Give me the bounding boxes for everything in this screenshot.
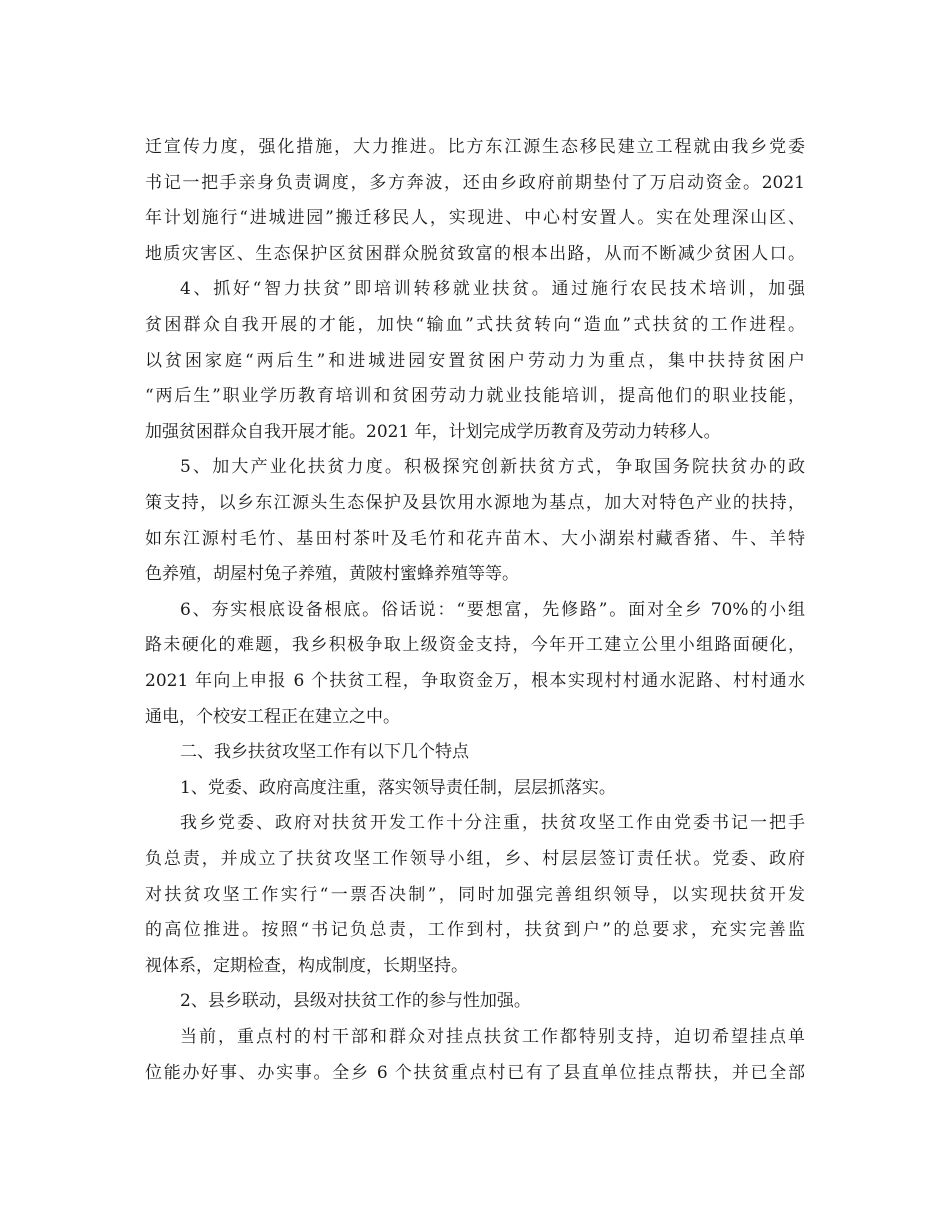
text-line: 策支持，以乡东江源头生态保护及县饮用水源地为基点，加大对特色产业的扶持，	[145, 493, 805, 513]
text-line: 1、党委、政府高度注重，落实领导责任制，层层抓落实。	[180, 777, 616, 798]
text-line: 书记一把手亲身负责调度，多方奔波，还由乡政府前期垫付了万启动资金。2021	[145, 172, 805, 193]
text-line: 4、抓好“智力扶贫”即培训转移就业扶贫。通过施行农民技术培训，加强	[180, 279, 805, 300]
text-line: 视体系，定期检查，构成制度，长期坚持。	[145, 955, 468, 976]
text-line: 二、我乡扶贫攻坚工作有以下几个特点	[180, 742, 469, 763]
text-line: 我乡党委、政府对扶贫开发工作十分注重，扶贫攻坚工作由党委书记一把手	[180, 813, 805, 834]
text-line: 加强贫困群众自我开展才能。2021 年，计划完成学历教育及劳动力转移人。	[145, 421, 721, 442]
text-line: 2021 年向上申报 6 个扶贫工程，争取资金万，根本实现村村通水泥路、村村通水	[145, 671, 805, 691]
text-line: 色养殖，胡屋村兔子养殖，黄陂村蜜蜂养殖等等。	[145, 564, 519, 585]
text-line: 对扶贫攻坚工作实行“一票否决制”，同时加强完善组织领导，以实现扶贫开发	[145, 884, 805, 905]
text-line: 以贫困家庭“两后生”和进城进园安置贫困户劳动力为重点，集中扶持贫困户	[145, 350, 805, 371]
text-line: 5、加大产业化扶贫力度。积极探究创新扶贫方式，争取国务院扶贫办的政	[180, 457, 805, 478]
text-line: 年计划施行“进城进园”搬迁移民人，实现进、中心村安置人。实在处理深山区、	[145, 208, 805, 229]
text-line: 当前，重点村的村干部和群众对挂点扶贫工作都特别支持，迫切希望挂点单	[180, 1027, 805, 1047]
text-line: 6、夯实根底设备根底。俗话说：“要想富，先修路”。面对全乡 70%的小组	[180, 599, 805, 620]
text-line: “两后生”职业学历教育培训和贫困劳动力就业技能培训，提高他们的职业技能，	[145, 386, 805, 407]
text-line: 贫困群众自我开展的才能，加快“输血”式扶贫转向“造血”式扶贫的工作进程。	[145, 315, 805, 335]
text-line: 通电，个校安工程正在建立之中。	[145, 706, 400, 727]
text-line: 负总责，并成立了扶贫攻坚工作领导小组，乡、村层层签订责任状。党委、政府	[145, 849, 805, 869]
text-line: 位能办好事、办实事。全乡 6 个扶贫重点村已有了县直单位挂点帮扶，并已全部	[145, 1062, 805, 1083]
text-line: 2、县乡联动，县级对扶贫工作的参与性加强。	[180, 991, 531, 1012]
text-line: 的高位推进。按照“书记负总责，工作到村，扶贫到户”的总要求，充实完善监	[145, 920, 805, 941]
text-line: 地质灾害区、生态保护区贫困群众脱贫致富的根本出路，从而不断减少贫困人口。	[145, 243, 805, 264]
text-line: 如东江源村毛竹、基田村茶叶及毛竹和花卉苗木、大小湖岽村藏香猪、牛、羊特	[145, 528, 805, 549]
text-line: 迁宣传力度，强化措施，大力推进。比方东江源生态移民建立工程就由我乡党委	[145, 137, 805, 157]
text-line: 路未硬化的难题，我乡积极争取上级资金支持，今年开工建立公里小组路面硬化，	[145, 635, 805, 656]
